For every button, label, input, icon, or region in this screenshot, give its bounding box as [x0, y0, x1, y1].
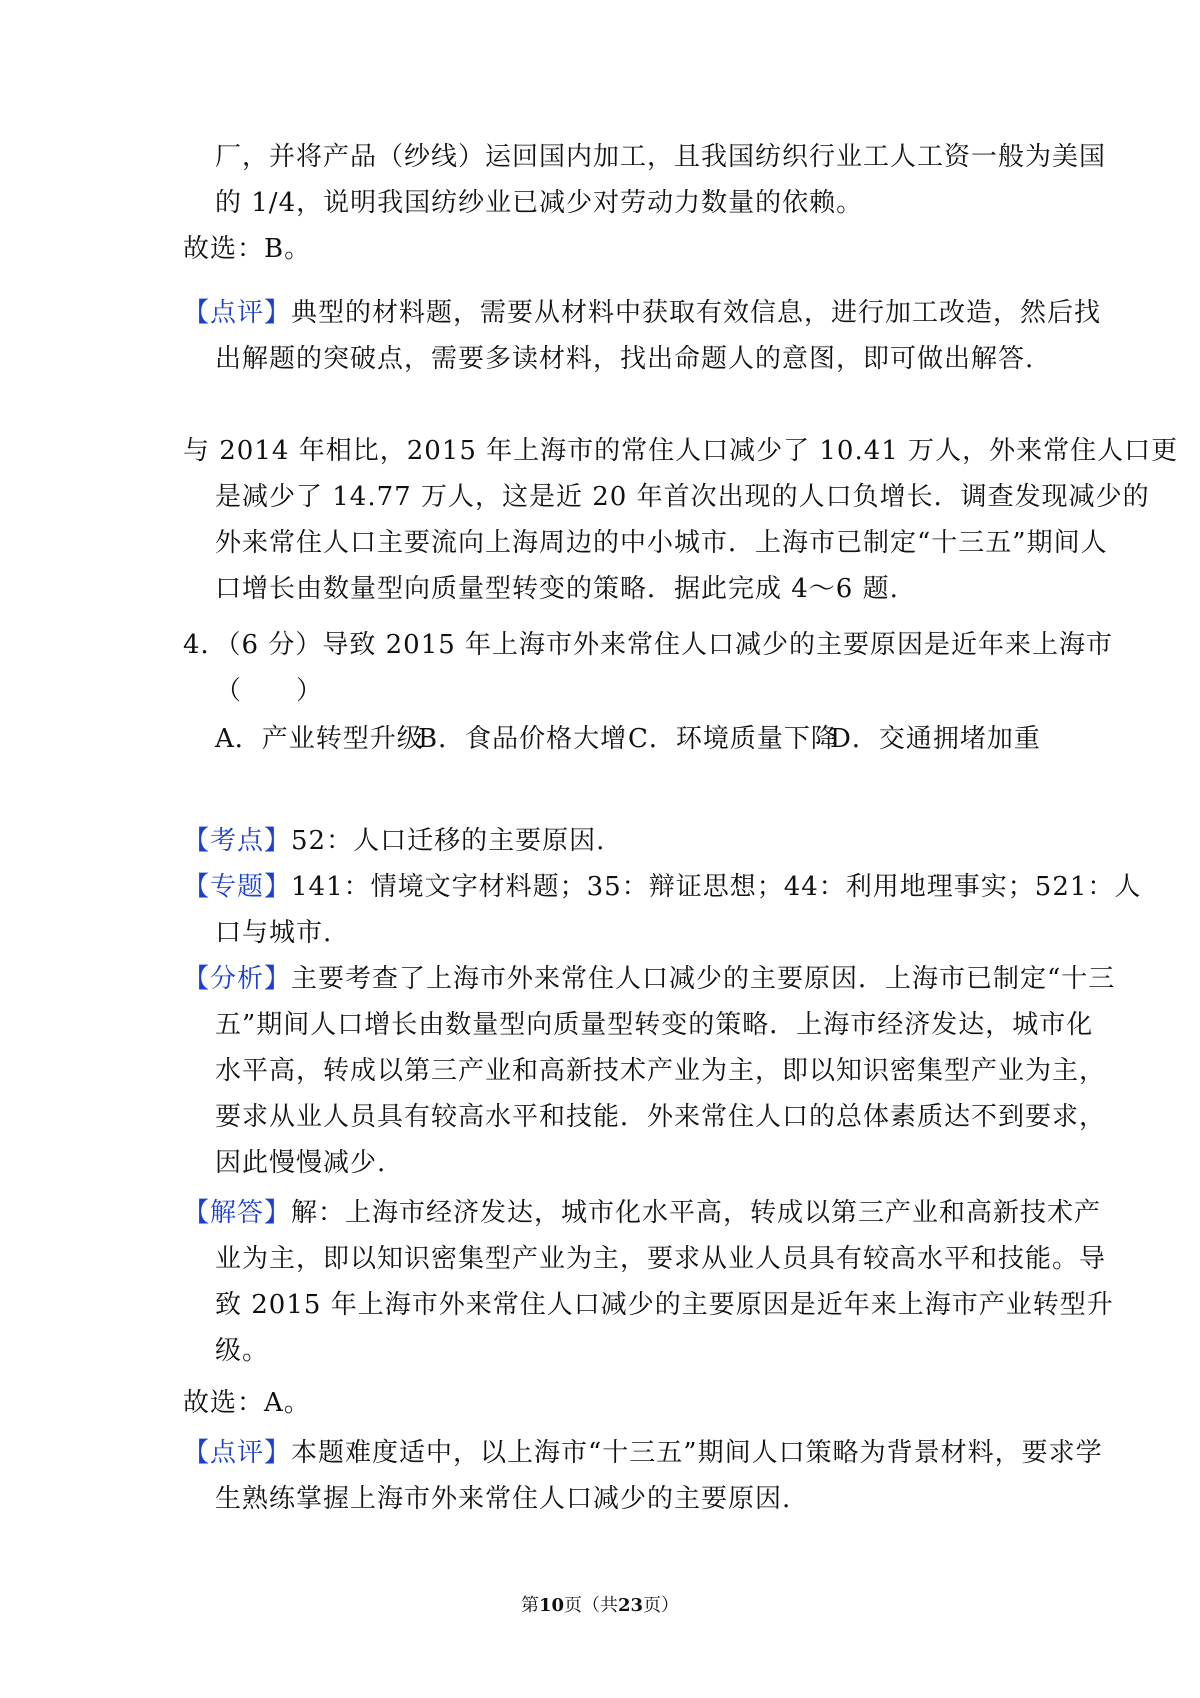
passage-line-3: 外来常住人口主要流向上海周边的中小城市．上海市已制定“十三五”期间人	[215, 528, 1108, 558]
review-tag: 【点评】	[183, 298, 292, 328]
answer-choice: 故选：A。	[183, 1388, 311, 1418]
question-stem: 4．（6 分）导致 2015 年上海市外来常住人口减少的主要原因是近年来上海市	[183, 630, 1114, 660]
prev-review-line-2: 出解题的突破点，需要多读材料，找出命题人的意图，即可做出解答.	[215, 344, 1035, 374]
fenxi-text: 主要考查了上海市外来常住人口减少的主要原因．上海市已制定“十三	[291, 964, 1116, 994]
option-a: A．产业转型升级	[215, 724, 424, 754]
jieda-line-3: 致 2015 年上海市外来常住人口减少的主要原因是近年来上海市产业转型升	[215, 1290, 1114, 1320]
jieda-text: 解：上海市经济发达，城市化水平高，转成以第三产业和高新技术产	[291, 1198, 1102, 1228]
jieda-tag: 【解答】	[183, 1198, 292, 1228]
footer-suffix: 页）	[643, 1595, 680, 1616]
zhuanti	[183, 870, 1141, 904]
prev-choice: 故选：B。	[183, 234, 312, 264]
footer-total-pages: 23	[618, 1595, 644, 1616]
fenxi	[183, 962, 1115, 996]
prev-solution-line-1: 厂，并将产品（纱线）运回国内加工，且我国纺织行业工人工资一般为美国	[215, 142, 1107, 172]
dianping-line-2: 生熟练掌握上海市外来常住人口减少的主要原因.	[215, 1484, 792, 1514]
jieda-line-4: 级。	[215, 1336, 270, 1366]
fenxi-line-2: 五”期间人口增长由数量型向质量型转变的策略．上海市经济发达，城市化	[215, 1010, 1094, 1040]
jieda-line-2: 业为主，即以知识密集型产业为主，要求从业人员具有较高水平和技能。导	[215, 1244, 1107, 1274]
kaodian-text: 52：人口迁移的主要原因.	[291, 826, 606, 856]
prev-review	[183, 296, 1101, 330]
zhuanti-text: 141：情境文字材料题；35：辩证思想；44：利用地理事实；521：人	[291, 872, 1142, 902]
kaodian-tag: 【考点】	[183, 826, 292, 856]
dianping	[183, 1436, 1103, 1470]
jieda	[183, 1196, 1101, 1230]
passage-line-4: 口增长由数量型向质量型转变的策略．据此完成 4～6 题.	[215, 574, 899, 604]
footer-page-number: 10	[538, 1595, 564, 1616]
kaodian	[183, 824, 605, 858]
dianping-tag: 【点评】	[183, 1438, 292, 1468]
footer-prefix: 第	[520, 1595, 539, 1616]
fenxi-line-3: 水平高，转成以第三产业和高新技术产业为主，即以知识密集型产业为主，	[215, 1056, 1107, 1086]
option-d: D．交通拥堵加重	[830, 724, 1041, 754]
prev-solution-line-2: 的 1/4，说明我国纺纱业已减少对劳动力数量的依赖。	[215, 188, 864, 218]
option-c: C．环境质量下降	[628, 724, 838, 754]
dianping-text: 本题难度适中，以上海市“十三五”期间人口策略为背景材料，要求学	[291, 1438, 1103, 1468]
fenxi-line-4: 要求从业人员具有较高水平和技能．外来常住人口的总体素质达不到要求，	[215, 1102, 1107, 1132]
page-footer	[0, 1594, 1200, 1618]
question-answer-blank: （ ）	[215, 676, 324, 706]
zhuanti-tag: 【专题】	[183, 872, 292, 902]
footer-middle: 页（共	[564, 1595, 618, 1616]
zhuanti-line-2: 口与城市.	[215, 918, 333, 948]
review-text: 典型的材料题，需要从材料中获取有效信息，进行加工改造，然后找	[291, 298, 1102, 328]
passage-line-2: 是减少了 14.77 万人，这是近 20 年首次出现的人口负增长．调查发现减少的	[215, 482, 1150, 512]
fenxi-tag: 【分析】	[183, 964, 292, 994]
fenxi-line-5: 因此慢慢减少.	[215, 1148, 387, 1178]
passage-line-1: 与 2014 年相比，2015 年上海市的常住人口减少了 10.41 万人，外来常住人口更	[183, 436, 1179, 466]
option-b: B．食品价格大增	[418, 724, 628, 754]
